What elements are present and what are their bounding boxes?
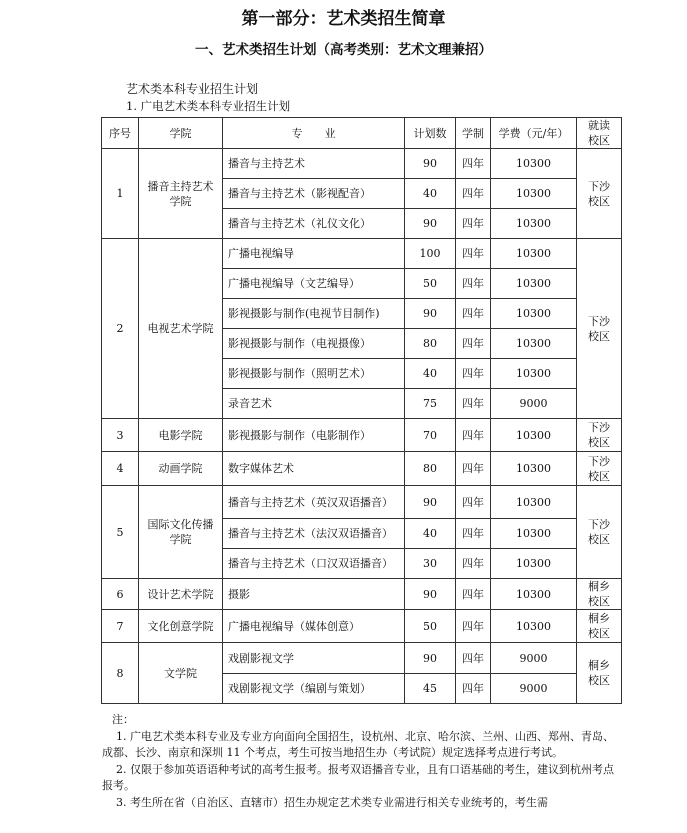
college-cell: 文化创意学院 [139,610,223,643]
table-row [102,486,622,519]
college-cell: 电视艺术学院 [139,239,223,419]
major-cell: 播音与主持艺术（影视配音） [223,179,405,209]
tuition-cell: 9000 [491,643,577,674]
major-cell: 播音与主持艺术（英汉双语播音） [223,486,405,519]
table-row [102,452,622,486]
duration-cell: 四年 [456,610,491,643]
major-cell: 播音与主持艺术（口汉双语播音） [223,549,405,579]
tuition-cell: 10300 [491,209,577,239]
college-cell: 设计艺术学院 [139,579,223,610]
table-header-row [102,118,622,149]
row-number-cell: 3 [102,419,139,452]
admission-plan-table [101,117,622,704]
duration-cell: 四年 [456,419,491,452]
college-cell: 电影学院 [139,419,223,452]
major-cell: 播音与主持艺术（礼仪文化） [223,209,405,239]
campus-cell: 下沙校区 [577,452,622,486]
table-row [102,579,622,610]
campus-cell: 下沙校区 [577,149,622,239]
duration-cell: 四年 [456,359,491,389]
campus-cell: 桐乡校区 [577,579,622,610]
major-cell: 戏剧影视文学 [223,643,405,674]
row-number-cell: 5 [102,486,139,579]
table-row [102,610,622,643]
plan-count-cell: 80 [405,452,456,486]
tuition-cell: 10300 [491,419,577,452]
header-no: 序号 [102,118,139,149]
campus-cell: 下沙校区 [577,239,622,419]
plan-count-cell: 40 [405,359,456,389]
college-cell: 国际文化传播学院 [139,486,223,579]
tuition-cell: 10300 [491,299,577,329]
table-row [102,239,622,269]
header-years: 学制 [456,118,491,149]
tuition-cell: 10300 [491,179,577,209]
campus-cell: 下沙校区 [577,486,622,579]
major-cell: 播音与主持艺术 [223,149,405,179]
tuition-cell: 10300 [491,579,577,610]
major-cell: 播音与主持艺术（法汉双语播音） [223,519,405,549]
header-college: 学院 [139,118,223,149]
plan-count-cell: 100 [405,239,456,269]
row-number-cell: 6 [102,579,139,610]
college-cell: 动画学院 [139,452,223,486]
plan-count-cell: 90 [405,299,456,329]
major-cell: 录音艺术 [223,389,405,419]
major-cell: 广播电视编导（文艺编导） [223,269,405,299]
row-number-cell: 2 [102,239,139,419]
row-number-cell: 8 [102,643,139,704]
notes-label: 注： [112,713,134,726]
duration-cell: 四年 [456,674,491,704]
major-cell: 摄影 [223,579,405,610]
duration-cell: 四年 [456,486,491,519]
duration-cell: 四年 [456,239,491,269]
plan-count-cell: 90 [405,486,456,519]
major-cell: 戏剧影视文学（编剧与策划） [223,674,405,704]
plan-count-cell: 90 [405,579,456,610]
tuition-cell: 10300 [491,239,577,269]
campus-cell: 下沙校区 [577,419,622,452]
plan-count-cell: 40 [405,179,456,209]
section-subtitle: 1. 广电艺术类本科专业招生计划 [126,99,291,113]
plan-count-cell: 80 [405,329,456,359]
tuition-cell: 10300 [491,610,577,643]
table-body [102,149,622,704]
duration-cell: 四年 [456,269,491,299]
tuition-cell: 9000 [491,674,577,704]
major-cell: 影视摄影与制作（电影制作） [223,419,405,452]
duration-cell: 四年 [456,579,491,610]
note-item: 1. 广电艺术类本科专业及专业方向面向全国招生，设杭州、北京、哈尔滨、兰州、山西、郑州、青岛、成都、长沙、南京和深圳 11 个考点，考生可按当地招生办（考试院）规定选择考点进行考试。 [102,729,614,759]
major-cell: 广播电视编导（媒体创意） [223,610,405,643]
plan-count-cell: 30 [405,549,456,579]
duration-cell: 四年 [456,299,491,329]
plan-count-cell: 70 [405,419,456,452]
major-cell: 广播电视编导 [223,239,405,269]
note-item: 3. 考生所在省（自治区、直辖市）招生办规定艺术类专业需进行相关专业统考的，考生需 [116,795,548,809]
major-cell: 影视摄影与制作(电视节目制作) [223,299,405,329]
tuition-cell: 10300 [491,486,577,519]
header-plan: 计划数 [405,118,456,149]
header-major: 专 业 [223,118,405,149]
plan-count-cell: 40 [405,519,456,549]
college-cell: 播音主持艺术学院 [139,149,223,239]
table-row [102,419,622,452]
duration-cell: 四年 [456,209,491,239]
major-cell: 影视摄影与制作（电视摄像） [223,329,405,359]
header-campus: 就读校区 [577,118,622,149]
plan-count-cell: 50 [405,610,456,643]
plan-count-cell: 90 [405,209,456,239]
tuition-cell: 10300 [491,359,577,389]
duration-cell: 四年 [456,149,491,179]
tuition-cell: 10300 [491,452,577,486]
page-subtitle: 一、艺术类招生计划（高考类别：艺术文理兼招） [195,42,492,58]
duration-cell: 四年 [456,329,491,359]
plan-count-cell: 50 [405,269,456,299]
major-cell: 数字媒体艺术 [223,452,405,486]
table-row [102,643,622,674]
tuition-cell: 10300 [491,329,577,359]
duration-cell: 四年 [456,643,491,674]
tuition-cell: 10300 [491,549,577,579]
tuition-cell: 10300 [491,149,577,179]
college-cell: 文学院 [139,643,223,704]
campus-cell: 桐乡校区 [577,610,622,643]
note-item: 2. 仅限于参加英语语种考试的高考生报考。报考双语播音专业，且有口语基础的考生，建议到杭州考点报考。 [102,762,614,792]
table-row [102,149,622,179]
page-title: 第一部分：艺术类招生简章 [241,9,446,29]
major-cell: 影视摄影与制作（照明艺术） [223,359,405,389]
tuition-cell: 9000 [491,389,577,419]
duration-cell: 四年 [456,549,491,579]
header-fee: 学费（元/年） [491,118,577,149]
row-number-cell: 7 [102,610,139,643]
plan-count-cell: 90 [405,149,456,179]
notes-section [102,712,622,811]
duration-cell: 四年 [456,389,491,419]
row-number-cell: 4 [102,452,139,486]
tuition-cell: 10300 [491,269,577,299]
plan-count-cell: 45 [405,674,456,704]
section-title: 艺术类本科专业招生计划 [126,82,259,96]
duration-cell: 四年 [456,179,491,209]
duration-cell: 四年 [456,519,491,549]
plan-count-cell: 75 [405,389,456,419]
plan-count-cell: 90 [405,643,456,674]
tuition-cell: 10300 [491,519,577,549]
row-number-cell: 1 [102,149,139,239]
duration-cell: 四年 [456,452,491,486]
campus-cell: 桐乡校区 [577,643,622,704]
